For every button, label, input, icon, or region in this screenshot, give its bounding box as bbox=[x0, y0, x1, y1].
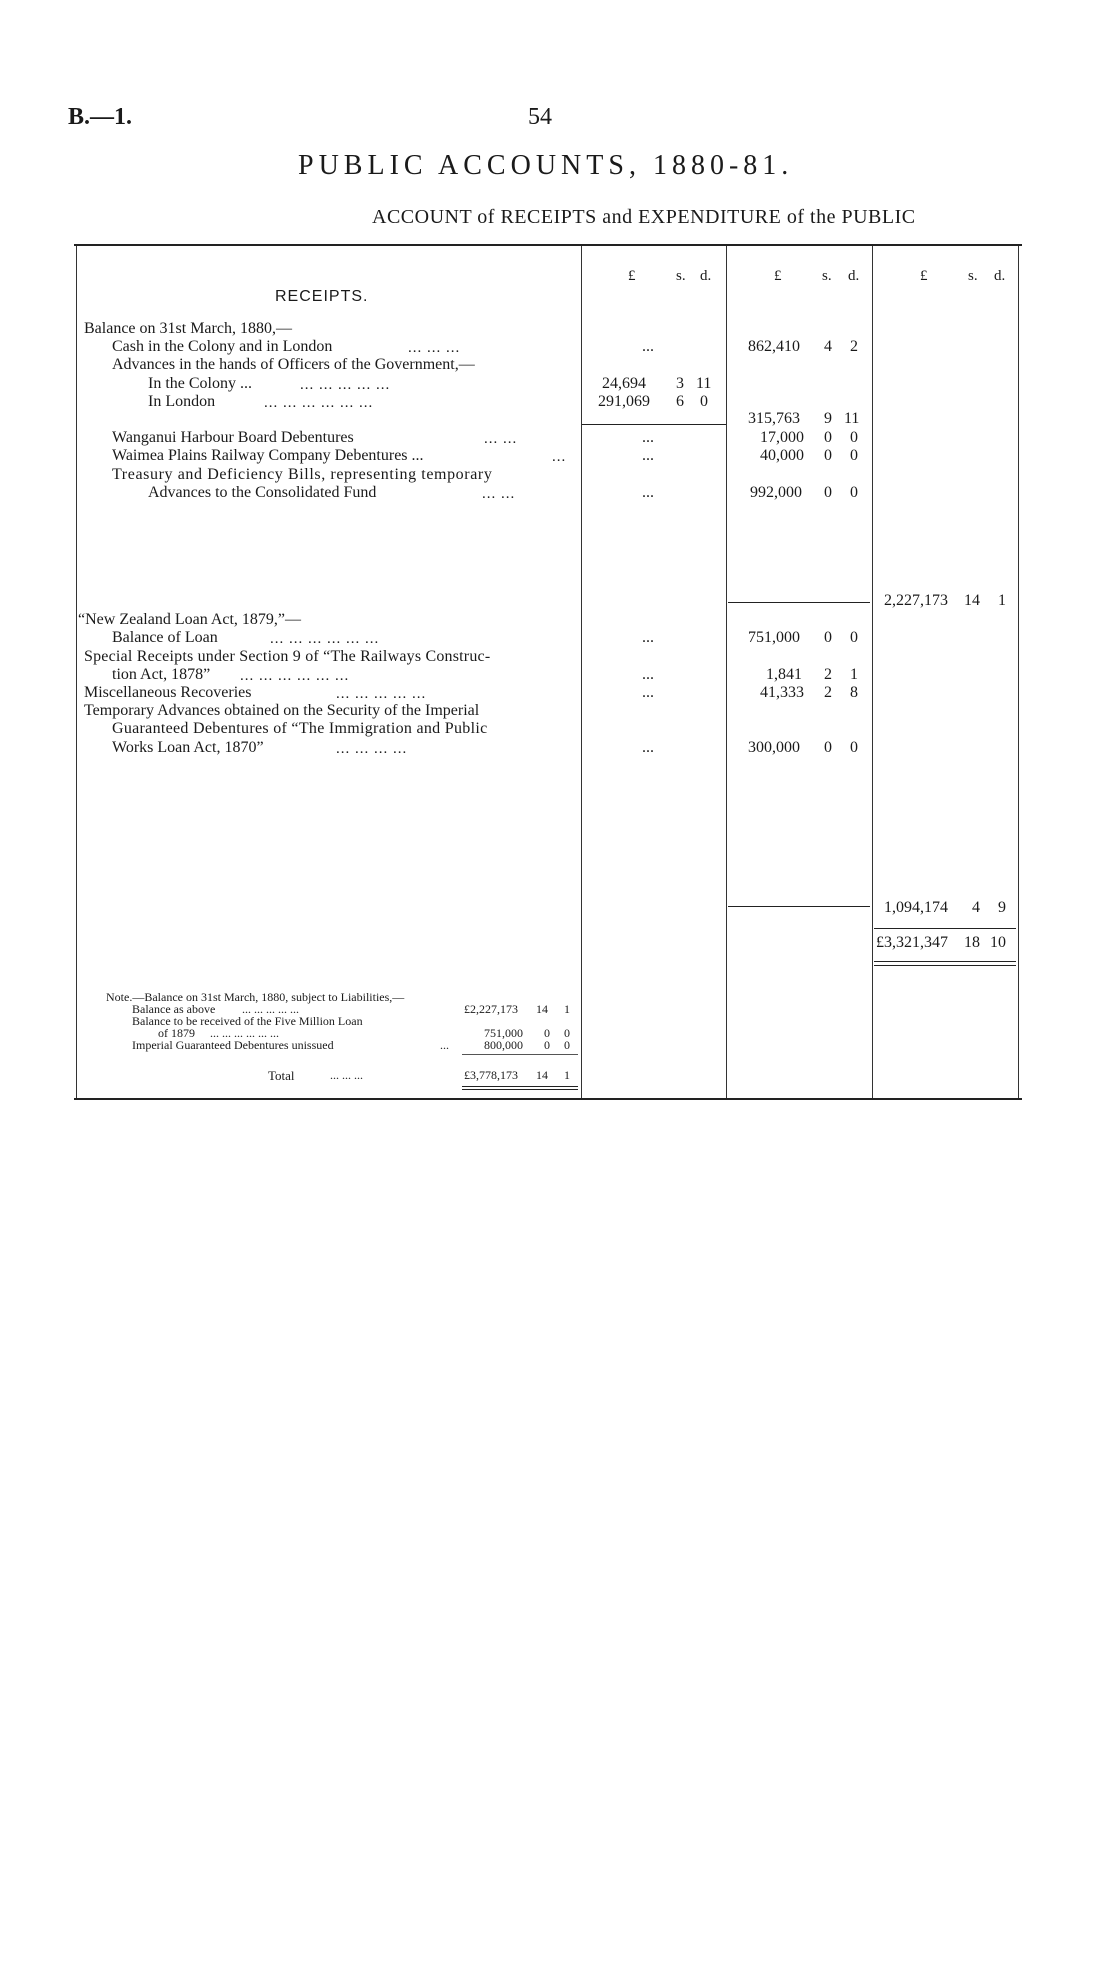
amount-shillings: 0 bbox=[824, 739, 832, 756]
table-left-border bbox=[76, 246, 77, 1098]
note-shillings: 0 bbox=[544, 1038, 550, 1052]
line-item-label: Temporary Advances obtained on the Security of the Imperial bbox=[84, 702, 480, 719]
line-item-label: “New Zealand Loan Act, 1879,”— bbox=[78, 611, 302, 628]
grand-total-pence: 10 bbox=[990, 934, 1006, 951]
leader-dots: ... ... ... ... bbox=[336, 741, 408, 757]
pence-header: d. bbox=[700, 268, 712, 284]
amount-shillings: 2 bbox=[824, 684, 832, 701]
table-bottom-rule bbox=[74, 1098, 1022, 1100]
note-total-label: Total bbox=[268, 1068, 295, 1083]
leader-dots: ... ... ... ... ... ... bbox=[270, 631, 380, 647]
subtotal-shillings: 4 bbox=[972, 899, 980, 916]
total-rule-double-2 bbox=[874, 965, 1016, 966]
amount-pounds: 24,694 bbox=[602, 375, 646, 392]
leader-dots: ... ... bbox=[482, 486, 516, 502]
line-item-label: Balance on 31st March, 1880,— bbox=[84, 320, 292, 337]
amount-shillings: 0 bbox=[824, 629, 832, 646]
line-item-label: Works Loan Act, 1870” bbox=[112, 739, 264, 756]
table-right-border bbox=[1018, 246, 1019, 1098]
amount-pence: 0 bbox=[850, 629, 858, 646]
amount-pence: 8 bbox=[850, 684, 858, 701]
shilling-header: s. bbox=[968, 268, 978, 284]
amount-pounds: 41,333 bbox=[760, 684, 804, 701]
amount-pounds: 1,841 bbox=[766, 666, 802, 683]
note-line-label: Balance to be received of the Five Million Loan bbox=[132, 1014, 363, 1028]
amount-pounds: 291,069 bbox=[598, 393, 650, 410]
amount-pence: 0 bbox=[700, 393, 708, 410]
amount-pounds: 992,000 bbox=[750, 484, 802, 501]
line-item-label: Cash in the Colony and in London bbox=[112, 338, 333, 355]
note-shillings: 14 bbox=[536, 1002, 548, 1016]
leader-dots: ... ... ... ... ... ... bbox=[264, 395, 374, 411]
amount-shillings: 9 bbox=[824, 410, 832, 427]
amount-shillings: 4 bbox=[824, 338, 832, 355]
amount-placeholder: ... bbox=[642, 684, 654, 701]
note-heading: Note.—Balance on 31st March, 1880, subject to Liabilities,— bbox=[106, 990, 405, 1004]
amount-pence: 0 bbox=[850, 739, 858, 756]
amount-pounds: 40,000 bbox=[760, 447, 804, 464]
amount-shillings: 0 bbox=[824, 429, 832, 446]
note-total-pence: 1 bbox=[564, 1068, 570, 1082]
subtotal-pence: 1 bbox=[998, 592, 1006, 609]
amount-placeholder: ... bbox=[642, 447, 654, 464]
pound-header: £ bbox=[628, 268, 636, 284]
shilling-header: s. bbox=[676, 268, 686, 284]
leader-dots: ... ... ... ... ... bbox=[242, 1002, 299, 1016]
amount-placeholder: ... bbox=[642, 338, 654, 355]
note-amount: £2,227,173 bbox=[464, 1002, 518, 1016]
amount-placeholder: ... bbox=[642, 629, 654, 646]
note-amount: 751,000 bbox=[484, 1026, 523, 1040]
amount-placeholder: ... bbox=[642, 484, 654, 501]
amount-shillings: 6 bbox=[676, 393, 684, 410]
pence-header: d. bbox=[848, 268, 860, 284]
line-item-label: Special Receipts under Section 9 of “The Railways Construc- bbox=[84, 648, 491, 665]
note-line-label: Imperial Guaranteed Debentures unissued bbox=[132, 1038, 334, 1052]
note-pence: 0 bbox=[564, 1026, 570, 1040]
pound-header: £ bbox=[920, 268, 928, 284]
subtotal-rule-col2b bbox=[728, 906, 870, 907]
shilling-header: s. bbox=[822, 268, 832, 284]
page-title: PUBLIC ACCOUNTS, 1880-81. bbox=[298, 150, 794, 181]
column-divider-2 bbox=[726, 246, 727, 1098]
note-total-rule-2 bbox=[462, 1089, 578, 1090]
line-item-label: Waimea Plains Railway Company Debentures ... bbox=[112, 447, 424, 464]
grand-total-pounds: £3,321,347 bbox=[876, 934, 948, 951]
line-item-label: Wanganui Harbour Board Debentures bbox=[112, 429, 354, 446]
amount-placeholder: ... bbox=[642, 429, 654, 446]
note-total-amount: £3,778,173 bbox=[464, 1068, 518, 1082]
document-reference: B.—1. bbox=[68, 104, 133, 130]
amount-pounds: 751,000 bbox=[748, 629, 800, 646]
table-top-rule bbox=[74, 244, 1022, 246]
note-line-label: of 1879 bbox=[158, 1026, 195, 1040]
note-pence: 0 bbox=[564, 1038, 570, 1052]
note-line-label: Balance as above bbox=[132, 1002, 216, 1016]
subtotal-pence: 9 bbox=[998, 899, 1006, 916]
leader-dots: ... bbox=[440, 1038, 449, 1052]
amount-pence: 1 bbox=[850, 666, 858, 683]
amount-shillings: 0 bbox=[824, 484, 832, 501]
amount-pence: 0 bbox=[850, 447, 858, 464]
line-item-label: In London bbox=[148, 393, 216, 410]
amount-pence: 0 bbox=[850, 429, 858, 446]
amount-pounds: 315,763 bbox=[748, 410, 800, 427]
amount-pence: 2 bbox=[850, 338, 858, 355]
leader-dots: ... ... ... ... ... bbox=[300, 377, 391, 393]
line-item-label: Miscellaneous Recoveries bbox=[84, 684, 252, 701]
subtotal-pounds: 2,227,173 bbox=[884, 592, 948, 609]
note-amount: 800,000 bbox=[484, 1038, 523, 1052]
subtotal-rule-col1 bbox=[582, 424, 726, 425]
column-divider-1 bbox=[581, 246, 582, 1098]
leader-dots: ... bbox=[552, 449, 567, 465]
amount-pounds: 300,000 bbox=[748, 739, 800, 756]
account-subtitle: ACCOUNT of RECEIPTS and EXPENDITURE of the PUBLIC bbox=[372, 206, 916, 228]
line-item-label: Advances in the hands of Officers of the Government,— bbox=[112, 356, 475, 373]
line-item-label: Advances to the Consolidated Fund bbox=[148, 484, 377, 501]
amount-pounds: 17,000 bbox=[760, 429, 804, 446]
leader-dots: ... ... ... ... ... bbox=[336, 686, 427, 702]
amount-pence: 11 bbox=[696, 375, 712, 392]
subtotal-pounds: 1,094,174 bbox=[884, 899, 948, 916]
note-total-rule-1 bbox=[462, 1086, 578, 1087]
note-rule bbox=[462, 1054, 578, 1055]
total-rule-top bbox=[874, 928, 1016, 929]
line-item-label: Treasury and Deficiency Bills, representing temporary bbox=[112, 466, 493, 483]
line-item-label: Guaranteed Debentures of “The Immigration and Public bbox=[112, 720, 488, 737]
subtotal-rule-col2a bbox=[728, 602, 870, 603]
amount-pence: 0 bbox=[850, 484, 858, 501]
leader-dots: ... ... ... ... ... ... bbox=[240, 668, 350, 684]
note-shillings: 0 bbox=[544, 1026, 550, 1040]
amount-pence: 11 bbox=[844, 410, 860, 427]
amount-shillings: 0 bbox=[824, 447, 832, 464]
amount-placeholder: ... bbox=[642, 739, 654, 756]
amount-shillings: 3 bbox=[676, 375, 684, 392]
subtotal-shillings: 14 bbox=[964, 592, 980, 609]
leader-dots: ... ... ... ... ... ... bbox=[210, 1026, 279, 1040]
pound-header: £ bbox=[774, 268, 782, 284]
leader-dots: ... ... ... bbox=[330, 1068, 363, 1082]
receipts-column-header: RECEIPTS. bbox=[275, 288, 369, 305]
leader-dots: ... ... ... bbox=[408, 340, 461, 356]
page-number: 54 bbox=[528, 104, 552, 130]
total-rule-double-1 bbox=[874, 961, 1016, 962]
pence-header: d. bbox=[994, 268, 1006, 284]
column-divider-3 bbox=[872, 246, 873, 1098]
line-item-label: tion Act, 1878” bbox=[112, 666, 211, 683]
line-item-label: Balance of Loan bbox=[112, 629, 218, 646]
note-total-shillings: 14 bbox=[536, 1068, 548, 1082]
amount-shillings: 2 bbox=[824, 666, 832, 683]
amount-pounds: 862,410 bbox=[748, 338, 800, 355]
leader-dots: ... ... bbox=[484, 431, 518, 447]
note-pence: 1 bbox=[564, 1002, 570, 1016]
line-item-label: In the Colony ... bbox=[148, 375, 252, 392]
amount-placeholder: ... bbox=[642, 666, 654, 683]
grand-total-shillings: 18 bbox=[964, 934, 980, 951]
